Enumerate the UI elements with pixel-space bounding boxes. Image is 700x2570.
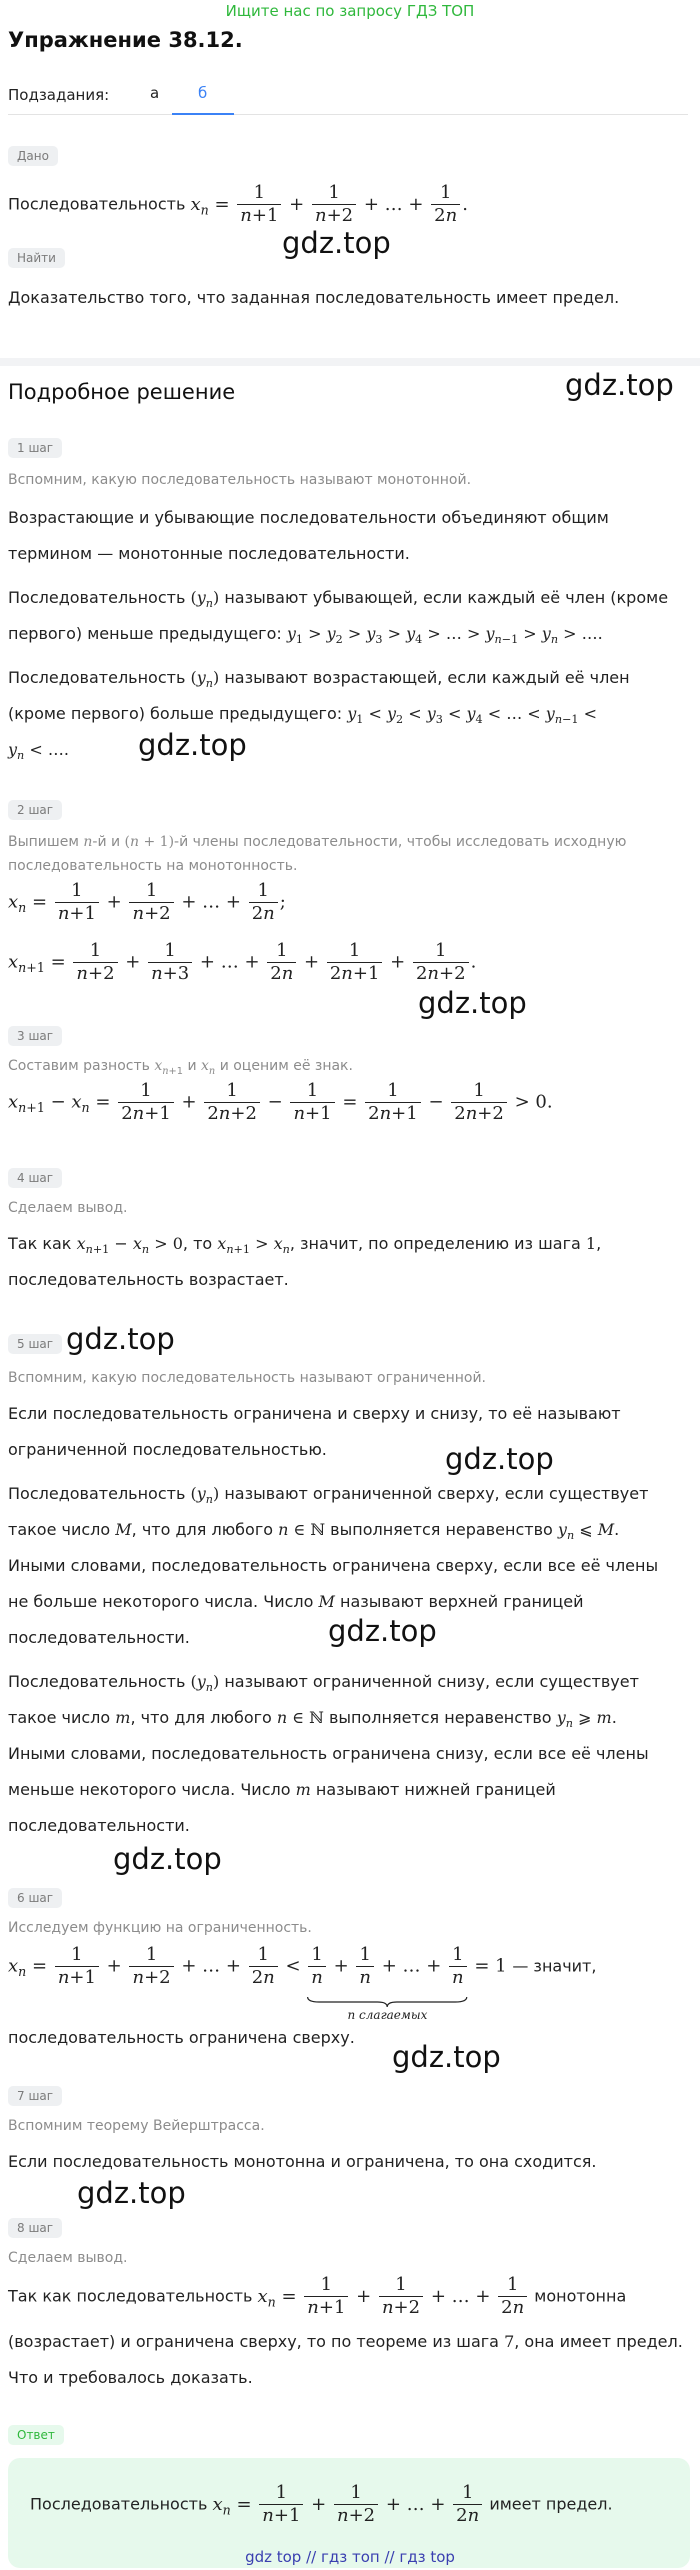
watermark: gdz.top (77, 2176, 186, 2210)
footer-links[interactable]: gdz top // гдз топ // гдз top (245, 2548, 455, 2566)
step-4-badge: 4 шаг (8, 1168, 62, 1188)
given-statement: Последовательность $x_n$ = $\frac{1}{n+1}$ + $\frac{1}{n+2}$ + … + $\frac{1}{2n}$ . (8, 182, 468, 226)
watermark: gdz.top (565, 368, 674, 402)
step-3-badge: 3 шаг (8, 1026, 62, 1046)
step-7-badge: 7 шаг (8, 2086, 62, 2106)
step-5-p3-line3: Иными словами, последовательность ограничена снизу, если все её члены (8, 1744, 649, 1763)
step-1-p3-line3: $y_n$ < …. (8, 740, 69, 763)
watermark: gdz.top (418, 986, 527, 1020)
step-2-hint-line2: последовательность на монотонность. (8, 858, 298, 874)
step-1-p3-line2: (кроме первого) больше предыдущего: $y_1 < y_2 < y_3 < y_4$ < … < $y_{n-1}$ < (8, 704, 598, 727)
step-1-p1-line2: термином — монотонные последовательности. (8, 544, 410, 563)
top-banner: Ищите нас по запросу ГДЗ ТОП (225, 2, 475, 20)
page-title: Упражнение 38.12. (8, 28, 243, 52)
find-text: Доказательство того, что заданная последовательность имеет предел. (8, 288, 620, 307)
tab-b[interactable]: б (198, 84, 208, 102)
subtasks-label: Подзадания: (8, 86, 110, 104)
watermark: gdz.top (445, 1442, 554, 1476)
step-1-p3-line1: Последовательность $(y_n)$ называют возрастающей, если каждый её член (8, 668, 630, 691)
active-tab-indicator (172, 113, 234, 115)
watermark: gdz.top (113, 1842, 222, 1876)
step-8-line1: Так как последовательность $x_n$ = $\frac{1}{n+1}$ + $\frac{1}{n+2}$ + … + $\frac{1}{2n}$ монотонна (8, 2274, 627, 2318)
given-badge: Дано (8, 146, 58, 166)
step-3-formula: $x_{n+1} - x_n$ = $\frac{1}{2n+1}$ + $\frac{1}{2n+2}$ − $\frac{1}{n+1}$ = $\frac{1}{2n+1}$ − $\frac{1}{2n+2}$ > 0. (8, 1080, 553, 1124)
step-1-p2-line2: первого) меньше предыдущего: $y_1 > y_2 > y_3 > y_4$ > … > $y_{n-1} > y_n$ > …. (8, 624, 603, 647)
step-4-line2: последовательность возрастает. (8, 1270, 289, 1289)
step-5-badge: 5 шаг (8, 1334, 62, 1354)
step-8-line3: Что и требовалось доказать. (8, 2368, 253, 2387)
step-7-hint: Вспомним теорему Вейерштрасса. (8, 2118, 265, 2134)
tabs-divider (8, 114, 688, 115)
answer-text: Последовательность $x_n$ = $\frac{1}{n+1}$ + $\frac{1}{n+2}$ + … + $\frac{1}{2n}$ имеет предел. (30, 2482, 613, 2526)
step-8-badge: 8 шаг (8, 2218, 62, 2238)
step-6-formula: $x_n$ = $\frac{1}{n+1}$ + $\frac{1}{n+2}$ + … + $\frac{1}{2n}$ < $\frac{1}{n}$ + $\frac{1}{n}$ + … + $\frac{1}{n}$ n слагаемых = 1 — значит, (8, 1944, 597, 2022)
watermark: gdz.top (138, 728, 247, 762)
answer-badge: Ответ (8, 2425, 64, 2445)
watermark: gdz.top (328, 1614, 437, 1648)
step-1-p1-line1: Возрастающие и убывающие последовательности объединяют общим (8, 508, 609, 527)
underbrace (306, 1996, 468, 2008)
step-8-hint: Сделаем вывод. (8, 2250, 128, 2266)
step-5-p1-line1: Если последовательность ограничена и сверху и снизу, то её называют (8, 1404, 621, 1423)
step-6-line2: последовательность ограничена сверху. (8, 2028, 355, 2047)
step-8-line2: (возрастает) и ограничена сверху, то по теореме из шага 7, она имеет предел. (8, 2332, 683, 2351)
step-2-hint-line1: Выпишем n-й и (n + 1)-й члены последовательности, чтобы исследовать исходную (8, 834, 627, 850)
step-1-badge: 1 шаг (8, 438, 62, 458)
watermark: gdz.top (282, 226, 391, 260)
step-5-p2-line3: Иными словами, последовательность ограничена сверху, если все её члены (8, 1556, 659, 1575)
step-1-hint: Вспомним, какую последовательность называют монотонной. (8, 472, 472, 488)
step-5-p3-line2: такое число m, что для любого n ∈ ℕ выполняется неравенство $y_n$ ⩾ m. (8, 1708, 617, 1731)
step-5-p2-line2: такое число M, что для любого n ∈ ℕ выполняется неравенство $y_n$ ⩽ M. (8, 1520, 620, 1543)
step-3-hint: Составим разность $x_{n+1}$ и $x_n$ и оценим её знак. (8, 1058, 353, 1077)
step-5-p2-line5: последовательности. (8, 1628, 190, 1647)
step-5-p2-line4: не больше некоторого числа. Число M называют верхней границей (8, 1592, 584, 1611)
step-5-p3-line1: Последовательность $(y_n)$ называют ограниченной снизу, если существует (8, 1672, 639, 1695)
step-6-hint: Исследуем функцию на ограниченность. (8, 1920, 312, 1936)
step-5-p1-line2: ограниченной последовательностью. (8, 1440, 327, 1459)
step-5-hint: Вспомним, какую последовательность называют ограниченной. (8, 1370, 486, 1386)
solution-title: Подробное решение (8, 380, 236, 404)
step-2-formula-xn: $x_n$ = $\frac{1}{n+1}$ + $\frac{1}{n+2}$ + … + $\frac{1}{2n}$ ; (8, 880, 286, 924)
watermark: gdz.top (392, 2040, 501, 2074)
find-badge: Найти (8, 248, 65, 268)
step-7-text: Если последовательность монотонна и ограничена, то она сходится. (8, 2152, 597, 2171)
step-4-line1: Так как $x_{n+1} - x_n > 0$, то $x_{n+1} > x_n$, значит, по определению из шага 1, (8, 1234, 602, 1257)
step-1-p2-line1: Последовательность $(y_n)$ называют убывающей, если каждый её член (кроме (8, 588, 669, 611)
watermark: gdz.top (66, 1322, 175, 1356)
step-5-p3-line4: меньше некоторого числа. Число m называют нижней границей (8, 1780, 556, 1799)
step-6-badge: 6 шаг (8, 1888, 62, 1908)
tab-a[interactable]: а (150, 84, 160, 102)
step-5-p3-line5: последовательности. (8, 1816, 190, 1835)
section-divider (0, 358, 700, 366)
step-2-formula-xn1: $x_{n+1}$ = $\frac{1}{n+2}$ + $\frac{1}{n+3}$ + … + $\frac{1}{2n}$ + $\frac{1}{2n+1}$ + $\frac{1}{2n+2}$ . (8, 940, 477, 984)
step-5-p2-line1: Последовательность $(y_n)$ называют ограниченной сверху, если существует (8, 1484, 649, 1507)
step-4-hint: Сделаем вывод. (8, 1200, 128, 1216)
step-2-badge: 2 шаг (8, 800, 62, 820)
